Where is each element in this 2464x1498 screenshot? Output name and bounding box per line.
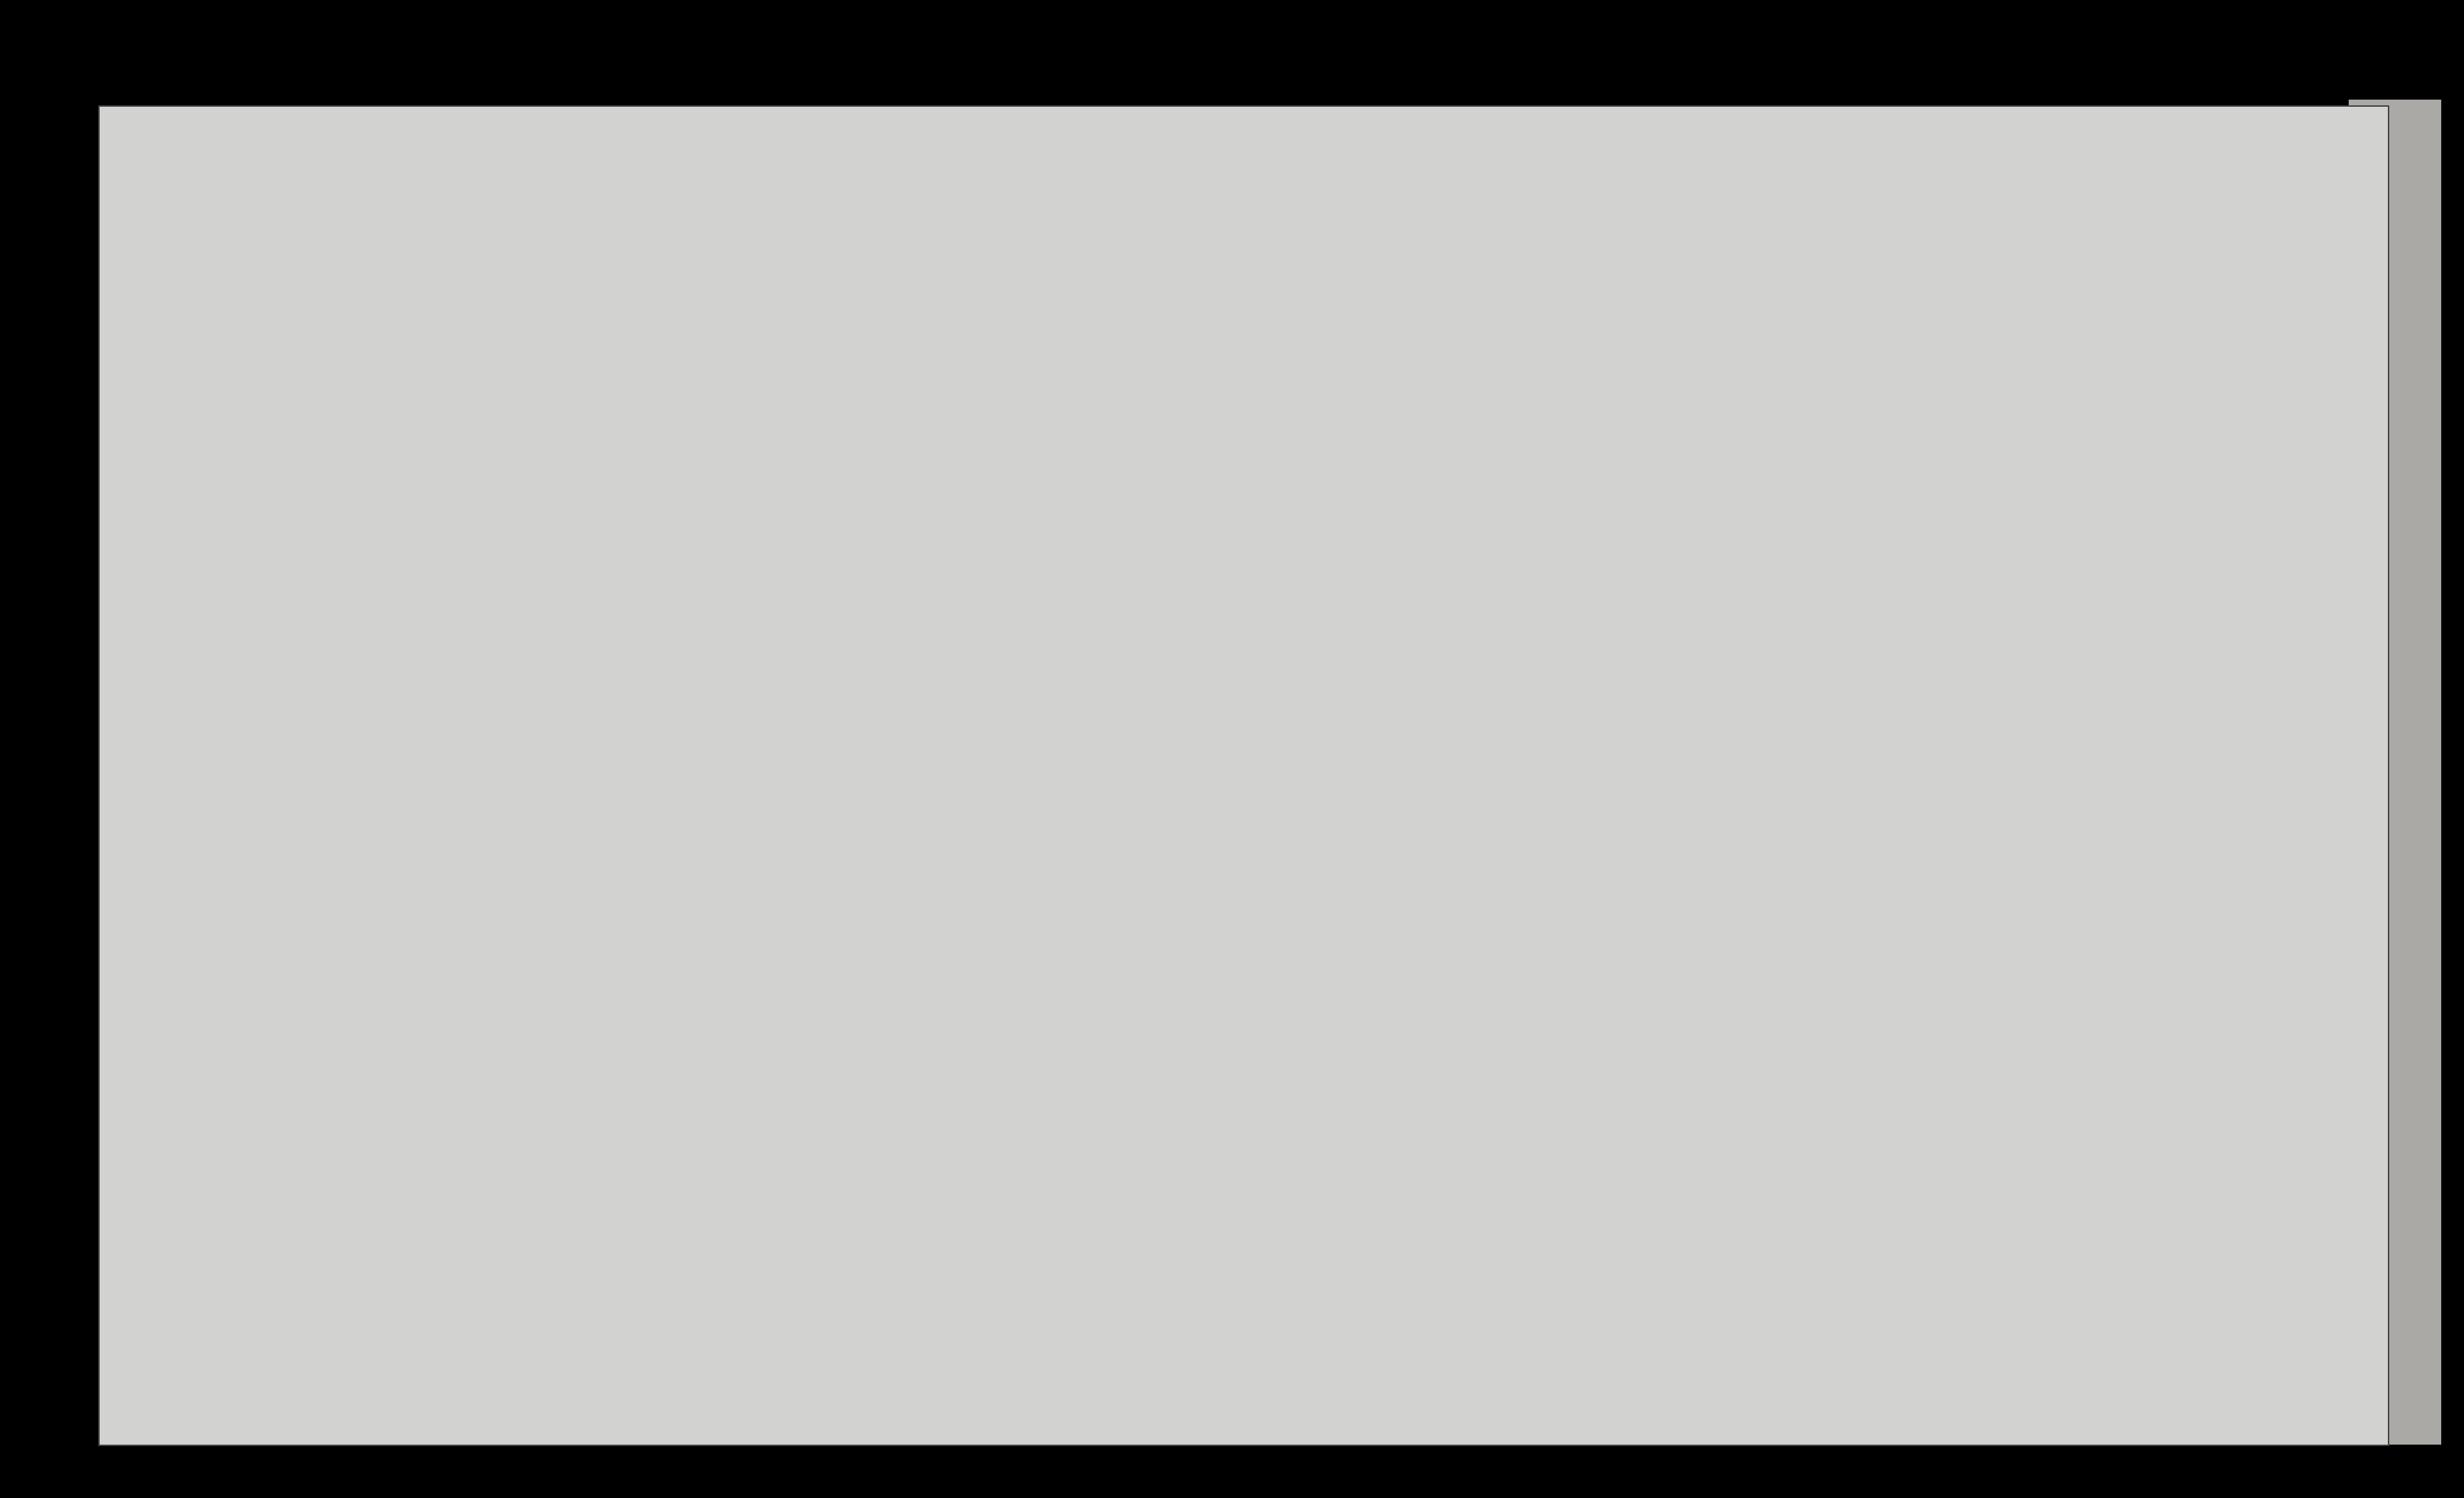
census-card [100, 107, 2388, 1445]
